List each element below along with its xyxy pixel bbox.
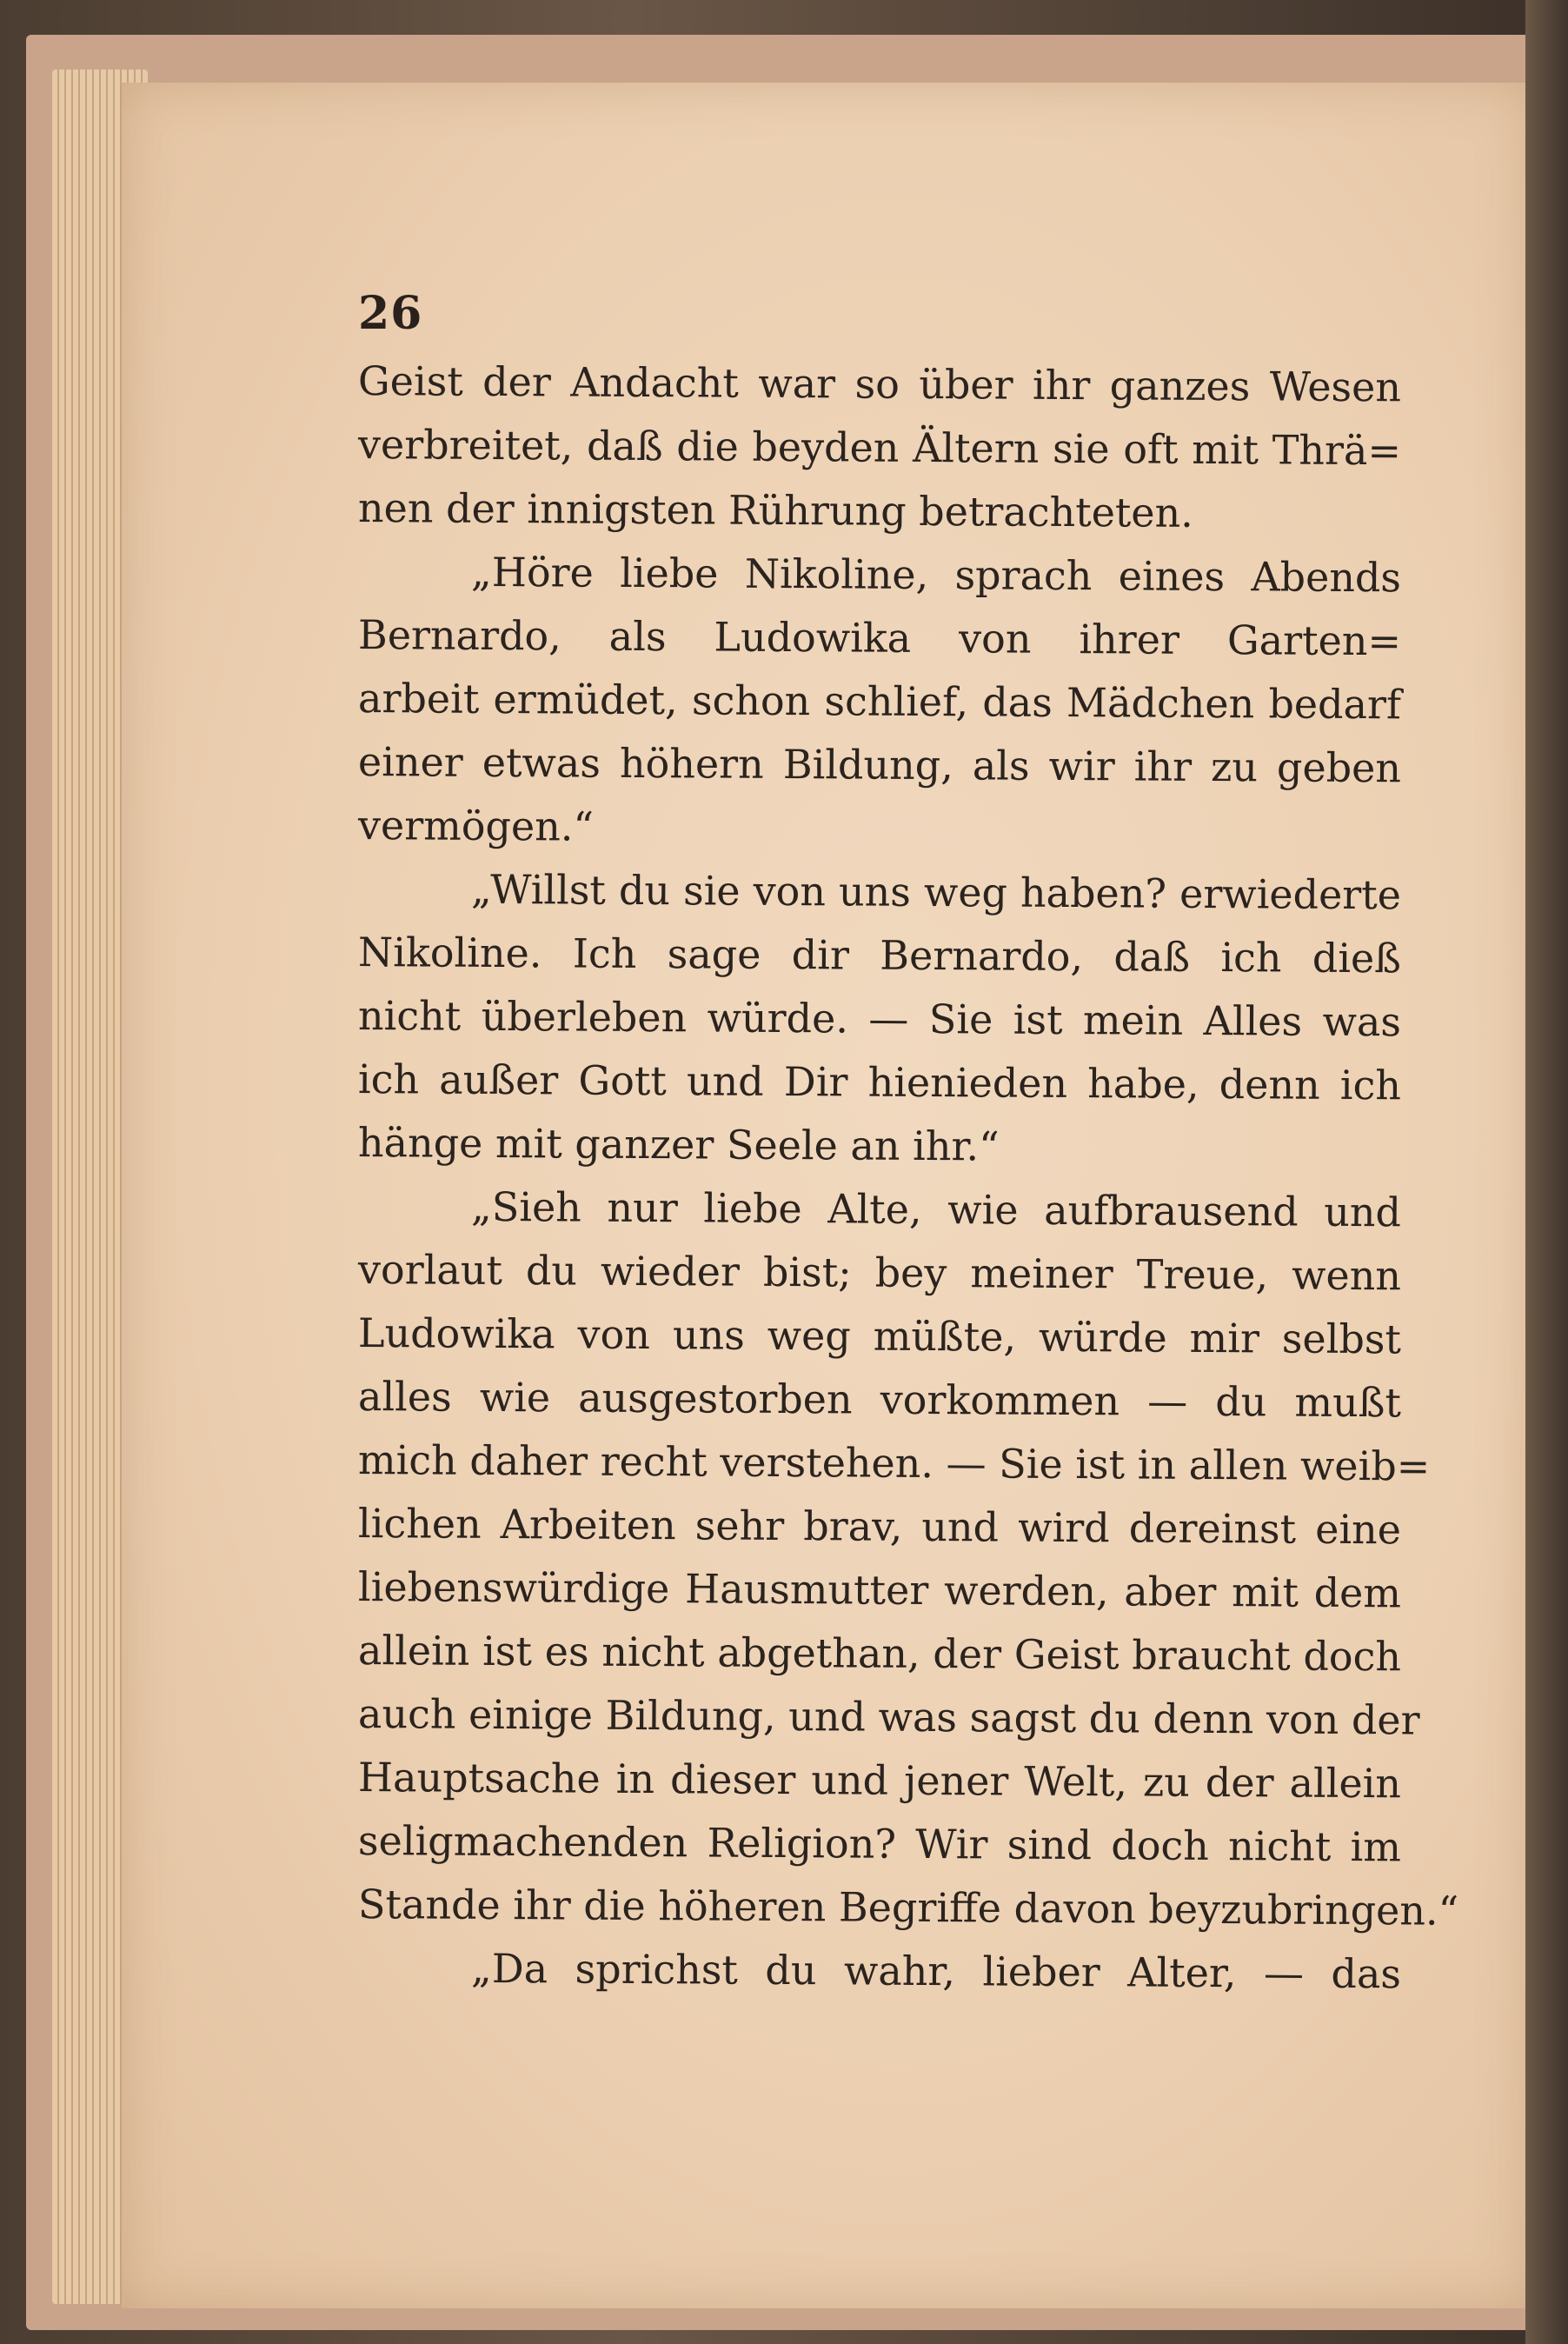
text-line: Ludowika von uns weg müßte, würde mir selbst <box>357 1309 1402 1363</box>
text-line: vermögen.“ <box>357 802 595 850</box>
text-line: nen der innigsten Rührung betrachteten. <box>357 484 1194 536</box>
text-line: allein ist es nicht abgethan, der Geist braucht doch <box>357 1627 1402 1681</box>
text-line: „Höre liebe Nikoline, sprach eines Abends <box>470 548 1402 602</box>
text-line: „Sieh nur liebe Alte, wie aufbrausend und <box>470 1182 1402 1236</box>
text-line: auch einige Bildung, und was sagst du denn von der <box>357 1690 1420 1744</box>
text-line: Geist der Andacht war so über ihr ganzes Wesen <box>357 357 1402 411</box>
text-line: Nikoline. Ich sage dir Bernardo, daß ich dieß <box>357 929 1402 982</box>
text-line: „Da sprichst du wahr, lieber Alter, — das <box>470 1944 1402 1998</box>
text-line: vorlaut du wieder bist; bey meiner Treue, wenn <box>357 1246 1402 1300</box>
text-line: ich außer Gott und Dir hienieden habe, denn ich <box>357 1055 1402 1109</box>
text-line: lichen Arbeiten sehr brav, und wird dereinst eine <box>357 1500 1402 1554</box>
text-line: hänge mit ganzer Seele an ihr.“ <box>357 1119 1000 1170</box>
text-line: Stande ihr die höheren Begriffe davon beyzubringen.“ <box>357 1881 1459 1934</box>
text-line: alles wie ausgestorben vorkommen — du mußt <box>357 1373 1402 1427</box>
text-line: liebenswürdige Hausmutter werden, aber mit dem <box>357 1563 1402 1617</box>
text-line: mich daher recht verstehen. — Sie ist in allen weib= <box>357 1436 1431 1490</box>
text-line: Hauptsache in dieser und jener Welt, zu der allein <box>357 1754 1402 1808</box>
text-line: arbeit ermüdet, schon schlief, das Mädchen bedarf <box>357 675 1402 729</box>
text-line: einer etwas höhern Bildung, als wir ihr zu geben <box>357 738 1402 792</box>
text-line: verbreitet, daß die beyden Ältern sie oft mit Thrä= <box>357 421 1402 475</box>
text-line: seligmachenden Religion? Wir sind doch nicht im <box>357 1817 1402 1871</box>
text-block <box>357 350 1459 2000</box>
text-line: „Willst du sie von uns weg haben? erwiederte <box>470 865 1402 919</box>
page-number: 26 <box>358 287 423 340</box>
text-line: Bernardo, als Ludowika von ihrer Garten= <box>357 611 1402 665</box>
book-spine <box>1525 0 1568 2344</box>
text-line: nicht überleben würde. — Sie ist mein Alles was <box>357 992 1402 1046</box>
